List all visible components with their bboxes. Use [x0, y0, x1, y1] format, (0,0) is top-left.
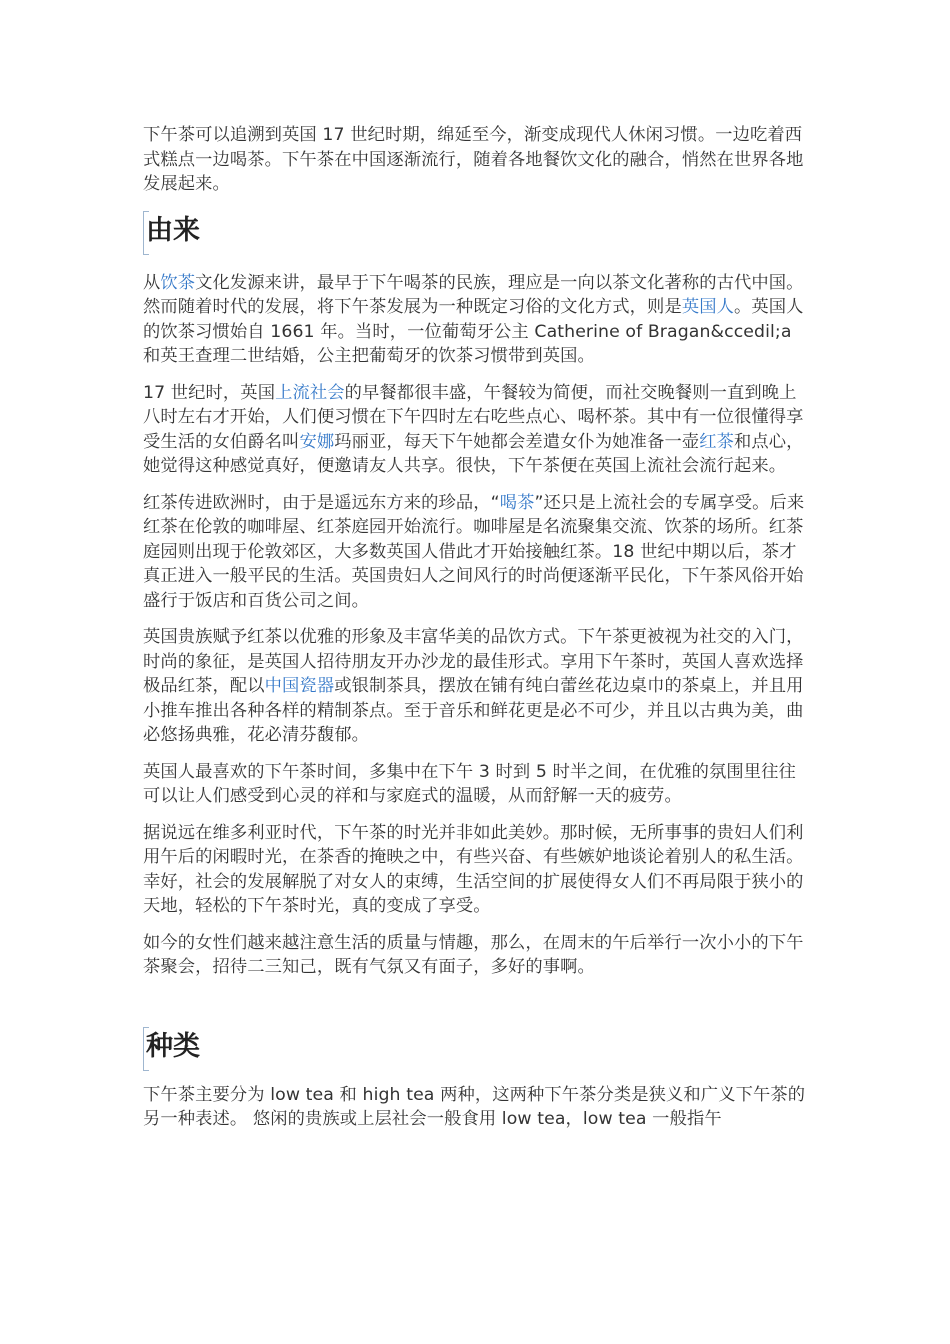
link-chinese-porcelain[interactable]: 中国瓷器	[264, 676, 335, 696]
link-drinking-tea[interactable]: 喝茶	[499, 492, 535, 513]
origin-paragraph-6: 据说远在维多利亚时代，下午茶的时光并非如此美妙。那时候，无所事事的贵妇人们利用午后的闲暇时光，在茶香的掩映之中，有些兴奋、有些嫉妒地谈论着别人的私生活。幸好，社会的发展解脱了对女人的束缚，生活空间的扩展使得女人们不再局限于狭小的天地，轻松的下午茶时光，真的变成了享受。	[143, 822, 804, 916]
origin-paragraph-5: 英国人最喜欢的下午茶时间，多集中在下午 3 时到 5 时半之间，在优雅的氛围里往往可以让人们感受到心灵的祥和与家庭式的温暖，从而舒解一天的疲劳。	[143, 761, 796, 806]
types-paragraph-1: 下午茶主要分为 low tea 和 high tea 两种，这两种下午茶分类是狭义和广义下午茶的另一种表述。 悠闲的贵族或上层社会一般食用 low tea，low tea 一般指午	[143, 1084, 806, 1129]
origin-paragraph-1: 从饮茶文化发源来讲，最早于下午喝茶的民族，理应是一向以茶文化著称的古代中国。然而随着时代的发展，将下午茶发展为一种既定习俗的文化方式，则是英国人。英国人的饮茶习惯始自 1661 年。当时，一位葡萄牙公主 Catherine of Bragan&ccedil;a 和英王查理二世结婚，公主把葡萄牙的饮茶习惯带到英国。	[143, 272, 804, 366]
heading-marker	[143, 211, 144, 255]
link-anna[interactable]: 安娜	[299, 431, 335, 452]
link-english-people[interactable]: 英国人	[681, 297, 734, 317]
intro-paragraph: 下午茶可以追溯到英国 17 世纪时期，绵延至今，渐变成现代人休闲习惯。一边吃着西式糕点一边喝茶。下午茶在中国逐渐流行，随着各地餐饮文化的融合，悄然在世界各地发展起来。	[143, 125, 804, 194]
heading-text: 由来	[146, 214, 200, 246]
heading-marker	[143, 1027, 144, 1071]
section-heading-origin	[143, 211, 808, 255]
origin-paragraph-7: 如今的女性们越来越注意生活的质量与情趣，那么，在周末的午后举行一次小小的下午茶聚会，招待二三知己，既有气氛又有面子，多好的事啊。	[143, 932, 804, 977]
heading-text: 种类	[146, 1030, 200, 1062]
document-page	[143, 123, 808, 1144]
link-tea-drinking[interactable]: 饮茶	[160, 272, 196, 293]
origin-paragraph-3: 红茶传进欧洲时，由于是遥远东方来的珍品，“喝茶”还只是上流社会的专属享受。后来红茶在伦敦的咖啡屋、红茶庭园开始流行。咖啡屋是名流聚集交流、饮茶的场所。红茶庭园则出现于伦敦郊区，大多数英国人借此才开始接触红茶。18 世纪中期以后，茶才真正进入一般平民的生活。英国贵妇人之间风行的时尚便逐渐平民化，下午茶风俗开始盛行于饭店和百货公司之间。	[143, 492, 805, 611]
section-heading-types	[143, 1027, 808, 1071]
link-black-tea[interactable]: 红茶	[699, 431, 734, 452]
origin-paragraph-2: 17 世纪时，英国上流社会的早餐都很丰盛，午餐较为简便，而社交晚餐则一直到晚上八时左右才开始，人们便习惯在下午四时左右吃些点心、喝杯茶。其中有一位很懂得享受生活的女伯爵名叫安娜玛丽亚，每天下午她都会差遣女仆为她准备一壶红茶和点心，她觉得这种感觉真好，便邀请友人共享。很快，下午茶便在英国上流社会流行起来。	[143, 382, 804, 476]
origin-paragraph-4: 英国贵族赋予红茶以优雅的形象及丰富华美的品饮方式。下午茶更被视为社交的入门，时尚的象征，是英国人招待朋友开办沙龙的最佳形式。享用下午茶时，英国人喜欢选择极品红茶，配以中国瓷器或银制茶具，摆放在铺有纯白蕾丝花边桌巾的茶桌上，并且用小推车推出各种各样的精制茶点。至于音乐和鲜花更是必不可少，并且以古典为美，曲必悠扬典雅，花必清芬馥郁。	[143, 627, 804, 745]
link-upper-class[interactable]: 上流社会	[275, 382, 345, 403]
